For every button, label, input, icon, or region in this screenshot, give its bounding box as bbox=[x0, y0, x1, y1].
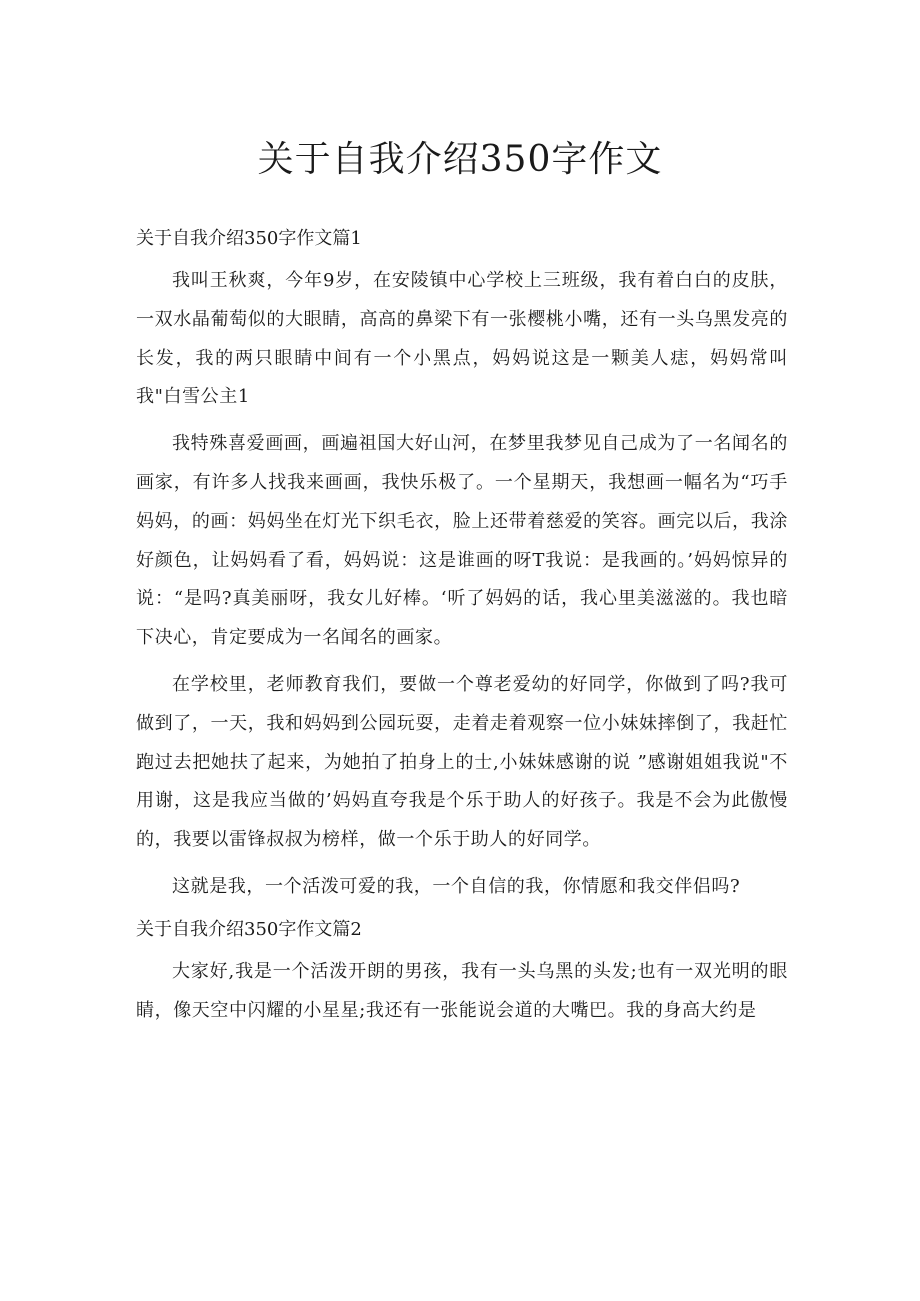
document-title: 关于自我介绍350字作文 bbox=[257, 139, 663, 180]
document-body bbox=[136, 222, 788, 1030]
paragraph: 大家好,我是一个活泼开朗的男孩，我有一头乌黑的头发;也有一双光明的眼睛，像天空中闪耀的小星星;我还有一张能说会道的大嘴巴。我的身高大约是 bbox=[136, 960, 788, 1021]
paragraph: 我叫王秋爽，今年9岁，在安陵镇中心学校上三班级，我有着白白的皮肤，一双水晶葡萄似的大眼睛，高高的鼻梁下有一张樱桃小嘴，还有一头乌黑发亮的长发，我的两只眼睛中间有一个小黑点，妈妈说这是一颗美人痣，妈妈常叫我"白雪公主1 bbox=[136, 270, 788, 408]
section-heading-1: 关于自我介绍350字作文篇1 bbox=[136, 228, 362, 249]
paragraph: 这就是我，一个活泼可爱的我，一个自信的我，你情愿和我交伴侣吗? bbox=[172, 875, 741, 897]
paragraph: 我特殊喜爱画画，画遍祖国大好山河，在梦里我梦见自己成为了一名闻名的画家，有许多人找我来画画，我快乐极了。一个星期天，我想画一幅名为“巧手妈妈，的画：妈妈坐在灯光下织毛衣，脸上还带着慈爱的笑容。画完以后，我涂好颜色，让妈妈看了看，妈妈说：这是谁画的呀T我说：是我画的。’妈妈惊异的说：“是吗?真美丽呀，我女儿好棒。‘听了妈妈的话，我心里美滋滋的。我也暗下决心，肯定要成为一名闻名的画家。 bbox=[136, 433, 788, 649]
paragraph: 在学校里，老师教育我们，要做一个尊老爱幼的好同学，你做到了吗?我可做到了，一天，我和妈妈到公园玩耍，走着走着观察一位小妹妹摔倒了，我赶忙跑过去把她扶了起来，为她拍了拍身上的士,小妹妹感谢的说 ”感谢姐姐我说"不用谢，这是我应当做的’妈妈直夸我是个乐于助人的好孩子。我是不会为此傲慢的，我要以雷锋叔叔为榜样，做一个乐于助人的好同学。 bbox=[136, 673, 788, 851]
section-heading-2: 关于自我介绍350字作文篇2 bbox=[136, 918, 362, 940]
